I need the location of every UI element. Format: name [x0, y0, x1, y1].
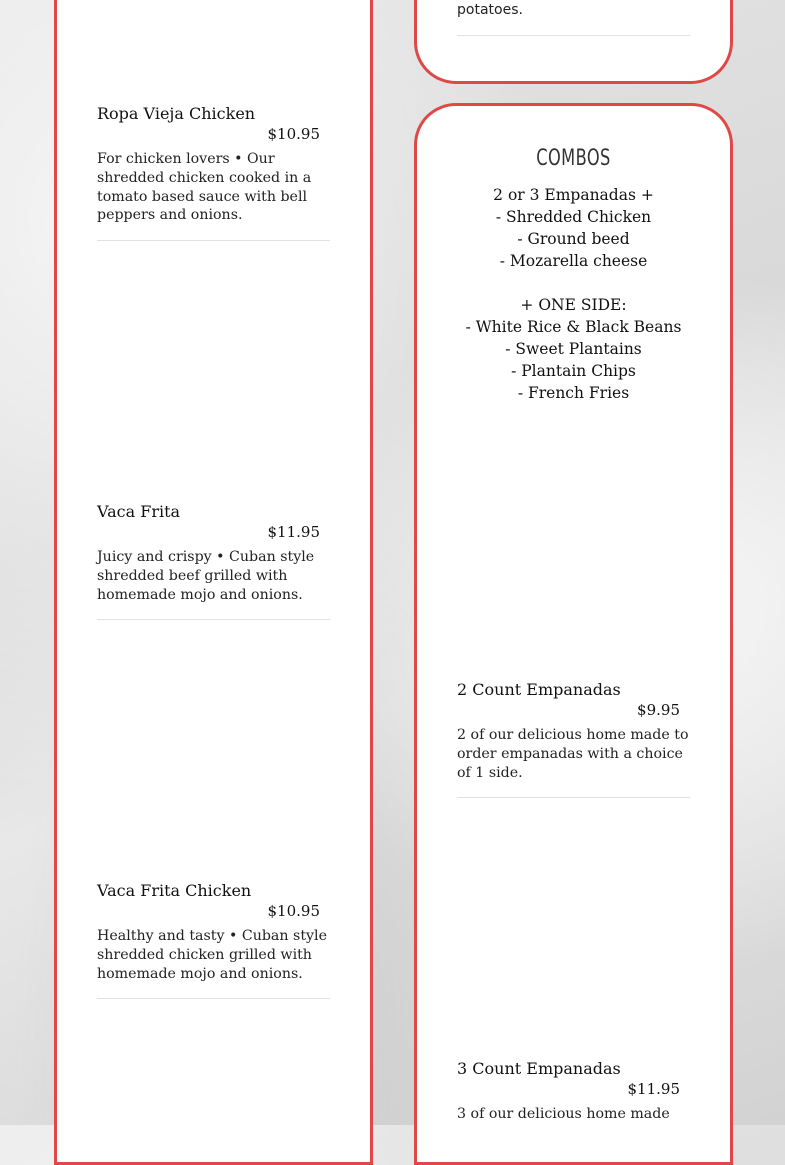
menu-item-description: Juicy and crispy • Cuban style shredded beef grilled with homemade mojo and onions.: [97, 549, 315, 603]
item-divider: [97, 240, 330, 241]
menu-item-description: For chicken lovers • Our shredded chicken cooked in a tomato based sauce with bell peppers and onions.: [97, 151, 312, 224]
item-divider: [457, 797, 690, 798]
menu-item-price: $11.95: [267, 523, 320, 541]
menu-item-price: $10.95: [267, 125, 320, 143]
menu-item-price: $9.95: [637, 701, 680, 719]
combo-line: - Mozarella cheese: [499, 252, 648, 270]
combos-description: [414, 184, 733, 404]
item-divider: [97, 619, 330, 620]
menu-item-description: Healthy and tasty • Cuban style shredded chicken grilled with homemade mojo and onions.: [97, 928, 327, 982]
item-divider: [457, 35, 690, 36]
menu-item-name[interactable]: 2 Count Empanadas: [457, 680, 621, 699]
menu-item-description: 3 of our delicious home made: [457, 1106, 670, 1122]
combo-line: - White Rice & Black Beans: [465, 318, 682, 336]
menu-item-name[interactable]: 3 Count Empanadas: [457, 1059, 621, 1078]
menu-item-name[interactable]: Vaca Frita: [97, 502, 181, 521]
item-divider: [97, 998, 330, 999]
combo-line: - French Fries: [517, 384, 630, 402]
combo-line-spacer: [414, 272, 733, 294]
combo-line: + ONE SIDE:: [520, 296, 627, 314]
menu-item-name[interactable]: Vaca Frita Chicken: [97, 881, 252, 900]
menu-item-price: $11.95: [627, 1080, 680, 1098]
menu-item-description: 2 of our delicious home made to order empanadas with a choice of 1 side.: [457, 727, 689, 781]
combo-line: - Plantain Chips: [511, 362, 636, 380]
previous-item-desc-fragment: potatoes.: [457, 2, 523, 18]
combo-line: - Ground beed: [517, 230, 630, 248]
menu-item-name[interactable]: Ropa Vieja Chicken: [97, 104, 256, 123]
combo-line: - Sweet Plantains: [505, 340, 642, 358]
section-title: COMBOS: [536, 146, 611, 171]
menu-item-price: $10.95: [267, 902, 320, 920]
combo-line: - Shredded Chicken: [495, 208, 652, 226]
combo-line: 2 or 3 Empanadas +: [493, 186, 654, 204]
